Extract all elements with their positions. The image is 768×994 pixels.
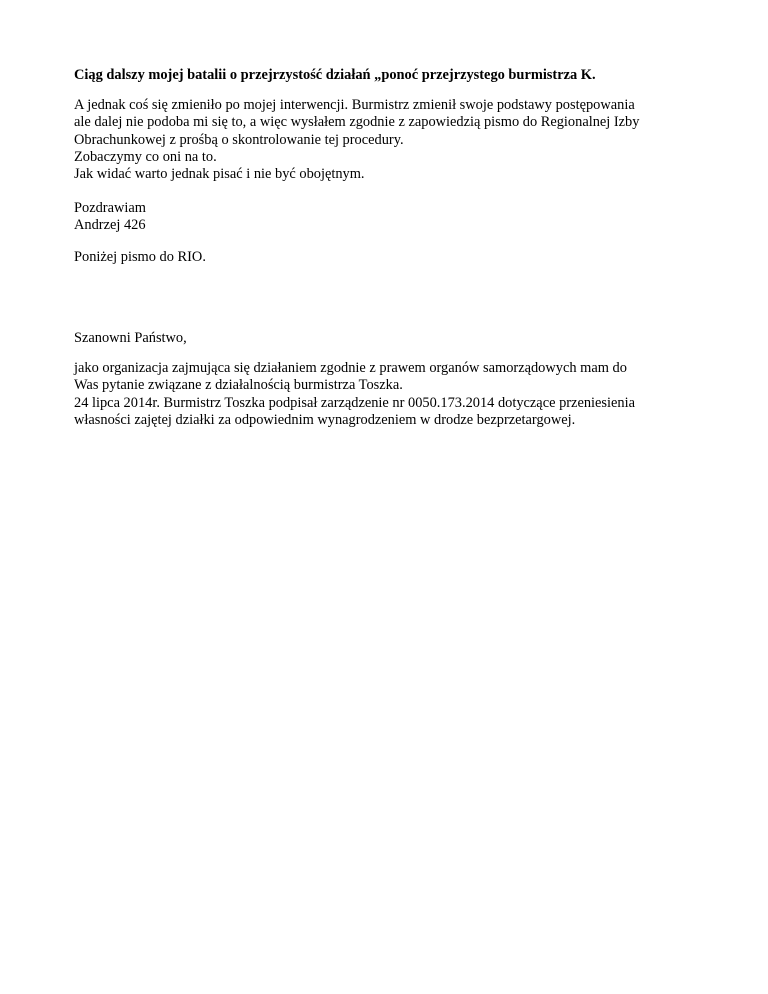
letter-line: 24 lipca 2014r. Burmistrz Toszka podpisał zarządzenie nr 0050.173.2014 dotyczące przeniesienia bbox=[74, 394, 635, 411]
letter-paragraph bbox=[74, 360, 714, 429]
intro-line: ale dalej nie podoba mi się to, a więc wysłałem zgodnie z zapowiedzią pismo do Regionalnej Izby bbox=[74, 114, 640, 131]
letter-line: jako organizacja zajmująca się działaniem zgodnie z prawem organów samorządowych mam do bbox=[74, 360, 627, 376]
letter-salutation-block bbox=[74, 330, 714, 347]
document-title: Ciąg dalszy mojej batalii o przejrzystość działań „ponoć przejrzystego burmistrza K. bbox=[74, 67, 596, 83]
intro-line: Jak widać warto jednak pisać i nie być obojętnym. bbox=[74, 166, 365, 183]
closing-block bbox=[74, 200, 714, 235]
intro-line: A jednak coś się zmieniło po mojej interwencji. Burmistrz zmienił swoje podstawy postępowania bbox=[74, 97, 635, 113]
letter-salutation: Szanowni Państwo, bbox=[74, 330, 187, 346]
rio-note-block bbox=[74, 249, 714, 266]
greeting-text: Pozdrawiam bbox=[74, 200, 146, 216]
letter-line: własności zajętej działki za odpowiednim wynagrodzeniem w drodze bezprzetargowej. bbox=[74, 411, 576, 428]
signature-text: Andrzej 426 bbox=[74, 217, 146, 234]
rio-note-text: Poniżej pismo do RIO. bbox=[74, 249, 206, 265]
letter-line: Was pytanie związane z działalnością burmistrza Toszka. bbox=[74, 377, 403, 394]
intro-line: Obrachunkowej z prośbą o skontrolowanie tej procedury. bbox=[74, 131, 404, 148]
intro-paragraph bbox=[74, 97, 714, 183]
intro-line: Zobaczymy co oni na to. bbox=[74, 148, 217, 165]
